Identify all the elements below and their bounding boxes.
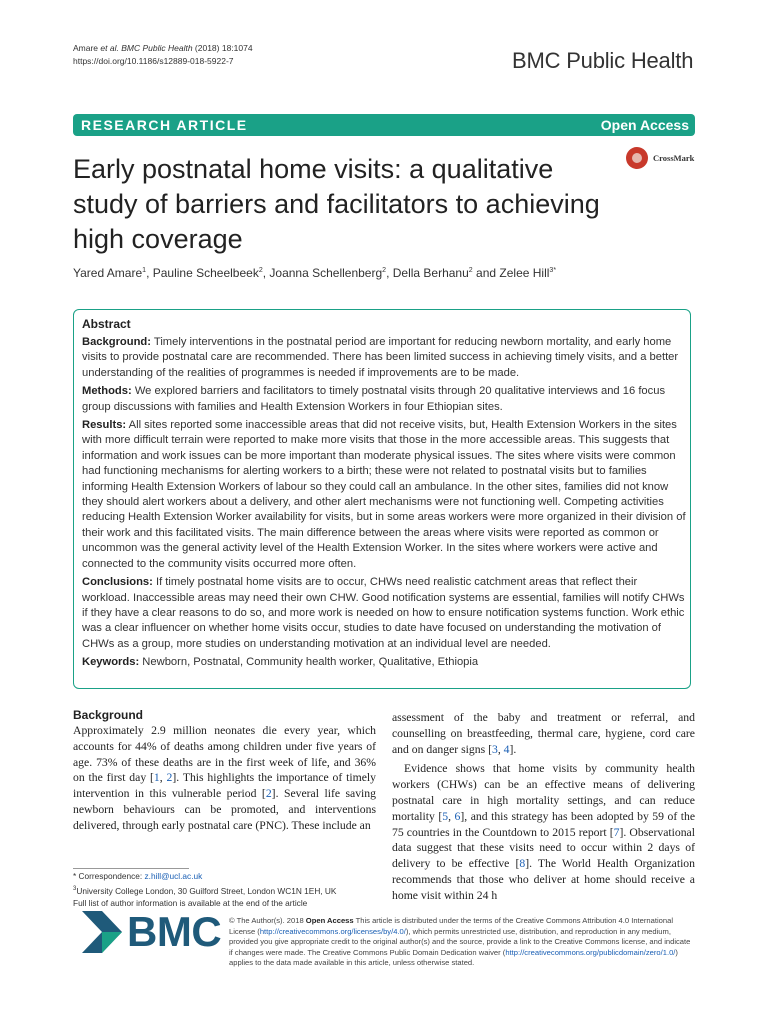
author-name: Zelee Hill$^{3*}$ [499, 266, 557, 280]
article-type-label: RESEARCH ARTICLE [81, 117, 248, 133]
author-name: Yared Amare$^1$ [73, 266, 147, 280]
correspondence-email[interactable]: z.hill@ucl.ac.uk [144, 871, 203, 881]
citation-link[interactable]: 8 [519, 857, 526, 871]
paragraph: Evidence shows that home visits by community health workers (CHWs) can be an effective means of delivering postnatal care in high mortality settings, and can reduce mortality [5, 6], and this strategy has been adopted by 59 of the 75 countries in the Countdown to 2015 report [7]. Observational data suggest that these visits need to occur within 2 days of delivery to be effective [8]. The World Health Organization recommends that those who deliver at home should receive a home visit within 24 h [392, 762, 696, 902]
abstract-section: Methods: We explored barriers and facilitators to timely postnatal visits through 20 qualitative interviews and 16 focus group discussions with families and Health Extension Workers in four Ethiopian sites. [82, 385, 666, 413]
license-link[interactable]: http://creativecommons.org/publicdomain/zero/1.0/ [505, 947, 676, 957]
abstract-heading: Abstract [82, 317, 131, 331]
paragraph: Approximately 2.9 million neonates die every year, which accounts for 44% of deaths among children under five years of age. 73% of these deaths are in the first week of life, and 36% on the first day [1, 2]. This highlights the importance of timely intervention in this vulnerable period [2]. Several life saving newborn behaviours can be promoted, and interventions delivered, through early postnatal care (PNC). These include an [73, 724, 376, 832]
section-heading-background: Background [73, 708, 144, 722]
abstract-section: Conclusions: If timely postnatal home visits are to occur, CHWs need realistic catchment areas that reflect their workload. Inaccessible areas may need their own CHW. Good notification systems are essential, families will notify CHWs if they have a clear reasons to do so, and more work is needed on how to ensure notification systems function. Work ethic was a clear influencer on whether home visits occur, studies to date have focused on understanding the motivation of CHWs as a group, more studies on understanding motivation at an individual level are needed. [82, 576, 685, 650]
doi-link[interactable]: https://doi.org/10.1186/s12889-018-5922-7 [73, 56, 234, 66]
abstract-section: Keywords: Newborn, Postnatal, Community health worker, Qualitative, Ethiopia [82, 656, 479, 669]
citation-link[interactable]: 1 [153, 771, 160, 785]
abstract-body [82, 335, 686, 674]
author-name: Joanna Schellenberg$^2$ [269, 266, 387, 280]
citation-link[interactable]: 2 [265, 787, 272, 801]
article-type-banner [73, 114, 695, 136]
citation-link[interactable]: 2 [166, 771, 173, 785]
footnote-divider [73, 868, 189, 869]
paragraph: assessment of the baby and treatment or referral, and counselling on breastfeeding, thermal care, hygiene, cord care and on danger signs [3, 4]. [392, 711, 695, 756]
citation-link[interactable]: 3 [491, 742, 498, 756]
abstract-section: Results: All sites reported some inaccessible areas that did not receive visits, but, Health Extension Workers in the sites with more difficult terrain were reported to make more visits that those in the more accessible areas. This suggests that information and work issues can be more important than moderate physical issues. The sites where visits were common had functioning mechanisms for alerting workers to a birth; these were not related to postnatal visits but to families informing Health Extension Workers of labour so they could call an ambulance. In the other sites, families did not know they should alert workers about a delivery, and other alert mechanisms were not functioning well. Competing activities reducing Health Extension Worker availability for visits, but in some areas workers were more organized in their division of their work and this facilitated visits. The main difference between the areas where visits were reported as common or uncommon was the general activity level of the Health Extension Worker. In the sites where workers were active and connected to the community visits occurred more often. [82, 419, 686, 570]
body-right-column [392, 710, 695, 904]
journal-name: BMC Public Health [512, 48, 694, 73]
citation-link[interactable]: 4 [503, 742, 510, 756]
citation-header: Amare et al. BMC Public Health (2018) 18:1074 https://doi.org/10.1186/s12889-018-5922-7 [73, 43, 253, 66]
footnotes: * Correspondence: z.hill@ucl.ac.uk $^3$University College London, 30 Guilford Street, London WC1N 1EH, UK Full list of author information is available at the end of the article [73, 871, 337, 908]
author-name: Della Berhanu$^2$ [392, 266, 473, 280]
license-statement: © The Author(s). 2018 Open Access This article is distributed under the terms of the Creative Commons Attribution 4.0 International License (http://creativecommons.org/licenses/by/4.0/), which permits unrestricted use, distribution, and reproduction in any medium, provided you give appropriate credit to the original author(s) and the source, provide a link to the Creative Commons license, and indicate if changes were made. The Creative Commons Public Domain Dedication waiver (http://creativecommons.org/publicdomain/zero/1.0/) applies to the data made available in this article, unless otherwise stated. [229, 916, 691, 968]
abstract-section: Background: Timely interventions in the postnatal period are important for reducing newborn mortality, and early home visits to provide postnatal care are recommended. There has been limited success in achieving timely visits, and a better understanding of the realities of programmes is needed if improvements are to be made. [82, 336, 679, 379]
article-title: Early postnatal home visits: a qualitative study of barriers and facilitators to achieving high coverage [73, 154, 600, 254]
citation-link[interactable]: 7 [613, 825, 620, 839]
license-link[interactable]: http://creativecommons.org/licenses/by/4.0/ [259, 926, 406, 936]
body-left-column [73, 708, 376, 834]
bmc-logo-text: BMC [127, 908, 222, 955]
author-list: Yared Amare$^1$, Pauline Scheelbeek$^2$, Joanna Schellenberg$^2$, Della Berhanu$^2$ and Zelee Hill$^{3*}$ [73, 266, 557, 280]
citation-link[interactable]: 5 [442, 809, 449, 823]
open-access-label: Open Access [600, 117, 689, 133]
crossmark-icon [626, 147, 648, 169]
author-name: Pauline Scheelbeek$^2$ [152, 266, 263, 280]
crossmark-label: CrossMark [653, 153, 695, 163]
crossmark-badge[interactable] [626, 147, 706, 171]
citation-link[interactable]: 6 [454, 809, 461, 823]
